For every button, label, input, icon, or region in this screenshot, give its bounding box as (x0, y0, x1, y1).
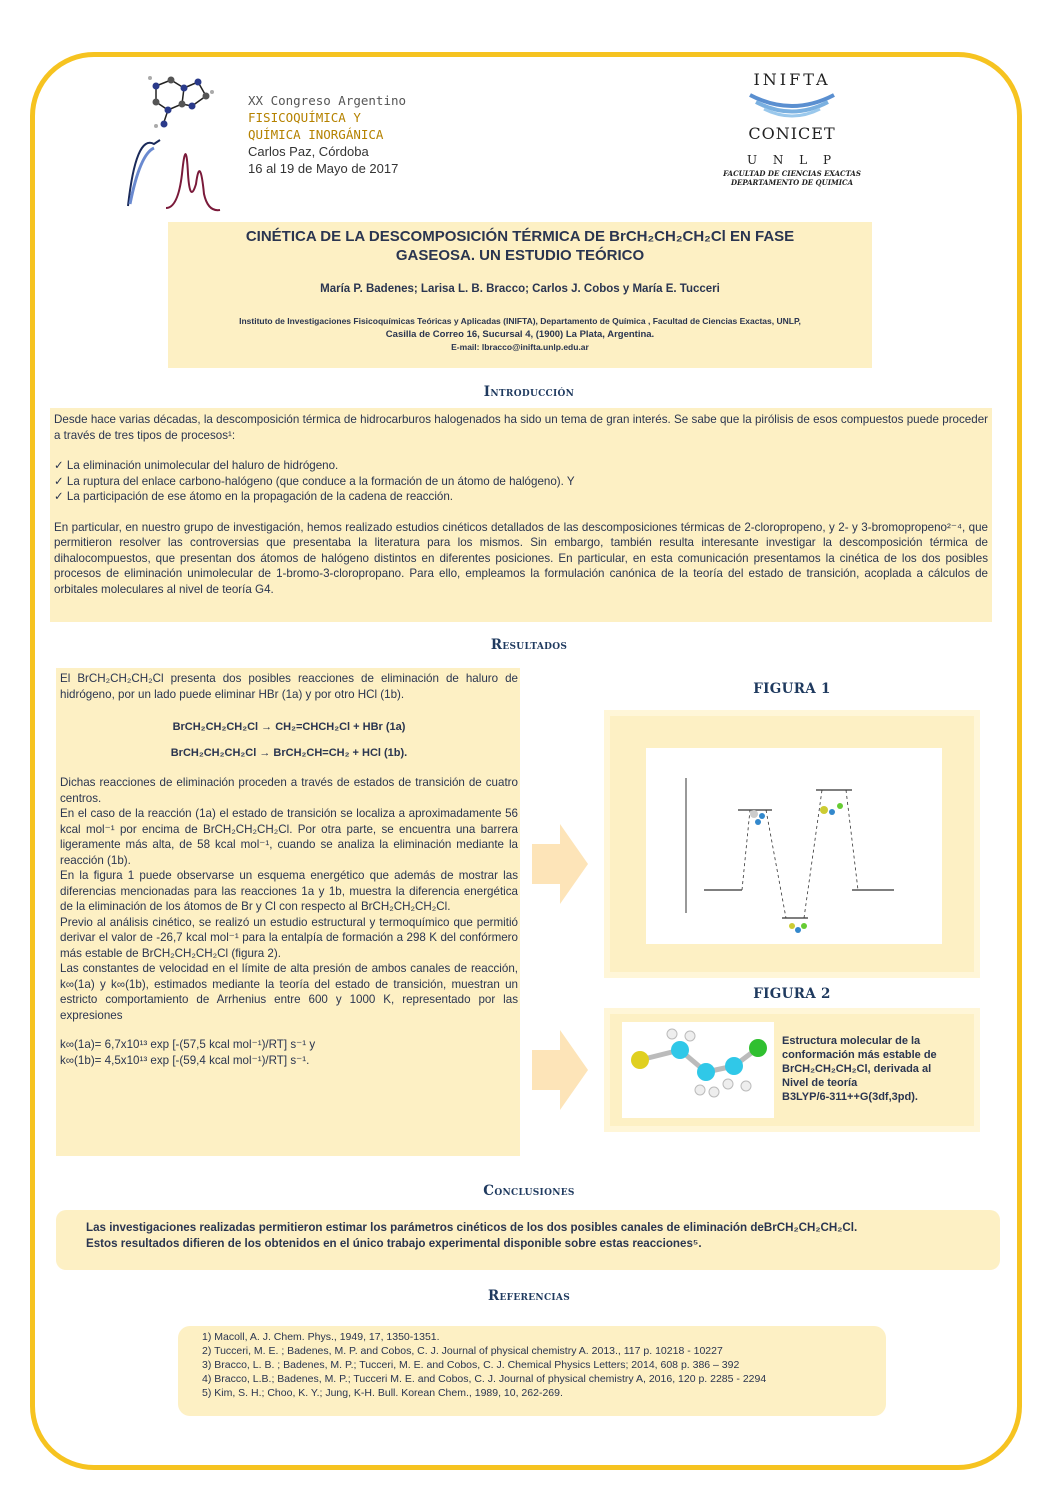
reference-item: 2) Tucceri, M. E. ; Badenes, M. P. and Cobos, C. J. Journal of physical chemistry A. 2013., 117 p. 10218 - 10227 (202, 1345, 723, 1357)
results-heading: Resultados (490, 637, 568, 653)
conicet-text: CONICET (748, 124, 836, 143)
results-p6: Las constantes de velocidad en el límite de alta presión de ambos canales de reacción, k∞(1a) y k∞(1b), estimados mediante la teoría del estado de transición, muestran un estricto comportamiento de Arrhenius entre 600 y 1000 K, representado por las expresiones (60, 962, 518, 1022)
arrow-icon-fig1 (532, 824, 588, 904)
caption-line2: conformación más estable de (782, 1049, 937, 1061)
congress-dates: 16 al 19 de Mayo de 2017 (248, 161, 399, 176)
conclusions-line1: Las investigaciones realizadas permitieron estimar los parámetros cinéticos de los dos posibles canales de eliminación deBrCH₂CH₂CH₂Cl. (86, 1221, 858, 1234)
congress-line3: QUÍMICA INORGÁNICA (248, 127, 384, 142)
email: E-mail: lbracco@inifta.unlp.edu.ar (451, 342, 589, 352)
results-text (60, 671, 518, 1068)
equation-1b: BrCH₂CH₂CH₂Cl → BrCH₂CH=CH₂ + HCl (1b). (170, 746, 408, 759)
authors: María P. Badenes; Larisa L. B. Bracco; Carlos J. Cobos y María E. Tucceri (320, 283, 720, 295)
conclusions-text (86, 1220, 986, 1252)
institution-line2: Casilla de Correo 16, Sucursal 4, (1900) La Plata, Argentina. (385, 329, 655, 340)
intro-bullet3: ✓ La participación de ese átomo en la propagación de la cadena de reacción. (54, 490, 454, 503)
congress-logo (126, 74, 226, 214)
results-p3: En el caso de la reacción (1a) el estado de transición se localiza a aproximadamente 56 kcal mol⁻¹ por encima de BrCH₂CH₂CH₂Cl. Por otra parte, se encuentra una barrera ligeramente más alta, de 58 kcal mol⁻¹, cuando se analiza la eliminación mediante la reacción (1b). (60, 807, 518, 867)
figure2-heading: FIGURA 2 (753, 986, 831, 1002)
results-p5: Previo al análisis cinético, se realizó un estudio estructural y termoquímico que permitió derivar el valor de -26,7 kcal mol⁻¹ para la entalpía de formación a 298 K del confórmero más estable de BrCH₂CH₂CH₂Cl (figura 2). (60, 915, 518, 960)
reference-item: 1) Macoll, A. J. Chem. Phys., 1949, 17, 1350-1351. (202, 1331, 440, 1343)
results-p2: Dichas reacciones de eliminación proceden a través de estados de transición de cuatro centros. (60, 776, 518, 805)
inifta-logo (722, 70, 862, 187)
congress-text (248, 92, 406, 177)
intro-p1: Desde hace varias décadas, la descomposición térmica de hidrocarburos halogenados ha sido un tema de gran interés. Se sabe que la pirólisis de esos compuestos puede proceder a través de tres tipos de procesos¹: (54, 413, 988, 442)
conicet-wave-icon (742, 89, 842, 123)
energy-diagram (646, 748, 942, 944)
caption-line4: Nivel de teoría (782, 1077, 858, 1089)
title-line2: GASEOSA. UN ESTUDIO TEÓRICO (395, 247, 645, 264)
caption-line5: B3LYP/6-311++G(3df,3pd). (782, 1091, 918, 1103)
intro-heading: Introducción (483, 384, 575, 400)
conclusions-line2: Estos resultados difieren de los obtenidos en el único trabajo experimental disponible sobre estas reacciones⁵. (86, 1237, 702, 1250)
molecule-image (622, 1022, 774, 1118)
caption-line3: BrCH₂CH₂CH₂Cl, derivada al (782, 1063, 932, 1075)
intro-p2: En particular, en nuestro grupo de investigación, hemos realizado estudios cinéticos detallados de las descomposiciones térmicas de 2-cloropropeno, y 2- y 3-bromopropeno²⁻⁴, que permitieron resolver las controversias que presentaba la literatura para los mismos. Sin embargo, también resulta interesante investigar la descomposición térmica de dihalocompuestos, que presentan dos átomos de halógeno distintos en diferentes posiciones. En particular, en esta comunicación presentamos la cinética de los dos posibles procesos de eliminación unimolecular de 1-bromo-3-cloropropano. Para ello, empleamos la formulación canónica de la teoría del estado de transición, acoplada a cálculos de orbitales moleculares al nivel de teoría G4. (54, 520, 988, 596)
congress-line1: XX Congreso Argentino (248, 93, 407, 108)
poster-title (168, 227, 872, 265)
references-list (202, 1330, 878, 1400)
inifta-text: INIFTA (753, 70, 831, 89)
rate-constant-1b: k∞(1b)= 4,5x10¹³ exp [-(59,4 kcal mol⁻¹)/RT] s⁻¹. (60, 1053, 310, 1067)
faculty-line1: FACULTAD DE CIENCIAS EXACTAS (723, 169, 861, 178)
intro-bullet1: ✓ La eliminación unimolecular del haluro de hidrógeno. (54, 459, 339, 472)
arrow-icon-fig2 (532, 1030, 588, 1110)
figure1-heading: FIGURA 1 (753, 681, 831, 697)
reference-item: 3) Bracco, L. B. ; Badenes, M. P.; Tucceri, M. E. and Cobos, C. J. Chemical Physics Letters; 2014, 608 p. 386 – 392 (202, 1359, 740, 1371)
conclusions-heading: Conclusiones (483, 1183, 575, 1199)
rate-constant-1a: k∞(1a)= 6,7x10¹³ exp [-(57,5 kcal mol⁻¹)/RT] s⁻¹ y (60, 1038, 316, 1051)
institution (168, 315, 872, 354)
reference-item: 4) Bracco, L.B.; Badenes, M. P.; Tucceri M. E. and Cobos, C. J. Journal of physical chemistry A, 2016, 120 p. 2285 - 2294 (202, 1373, 767, 1385)
figure2-caption (782, 1034, 952, 1104)
results-p4: En la figura 1 puede observarse un esquema energético que además de mostrar las diferencias mencionadas para las reacciones 1a y 1b, muestra la diferencia energética de la eliminación de los átomos de Br y Cl con respecto al BrCH₂CH₂CH₂Cl. (60, 869, 518, 913)
reference-item: 5) Kim, S. H.; Choo, K. Y.; Jung, K-H. Bull. Korean Chem., 1989, 10, 262-269. (202, 1387, 563, 1399)
institution-line1: Instituto de Investigaciones Fisicoquímicas Teóricas y Aplicadas (INIFTA), Departamento de Química , Facultad de Ciencias Exactas, UNLP, (239, 316, 801, 326)
references-heading: Referencias (487, 1288, 571, 1304)
faculty-line2: DEPARTAMENTO DE QUIMICA (730, 178, 854, 187)
caption-line1: Estructura molecular de la (782, 1035, 921, 1047)
congress-place: Carlos Paz, Córdoba (248, 144, 369, 159)
unlp-text: U N L P (746, 153, 838, 167)
equation-1a: BrCH₂CH₂CH₂Cl → CH₂=CHCH₂Cl + HBr (1a) (172, 721, 406, 733)
intro-bullet2: ✓ La ruptura del enlace carbono-halógeno (que conduce a la formación de un átomo de halógeno). Y (54, 474, 575, 488)
title-line1: CINÉTICA DE LA DESCOMPOSICIÓN TÉRMICA DE BrCH₂CH₂CH₂Cl EN FASE (245, 228, 795, 245)
congress-line2: FISICOQUÍMICA Y (248, 110, 361, 125)
intro-text (54, 412, 988, 597)
results-p1: El BrCH₂CH₂CH₂Cl presenta dos posibles reacciones de eliminación de haluro de hidrógeno, por un lado puede eliminar HBr (1a) y por otro HCl (1b). (60, 672, 518, 701)
